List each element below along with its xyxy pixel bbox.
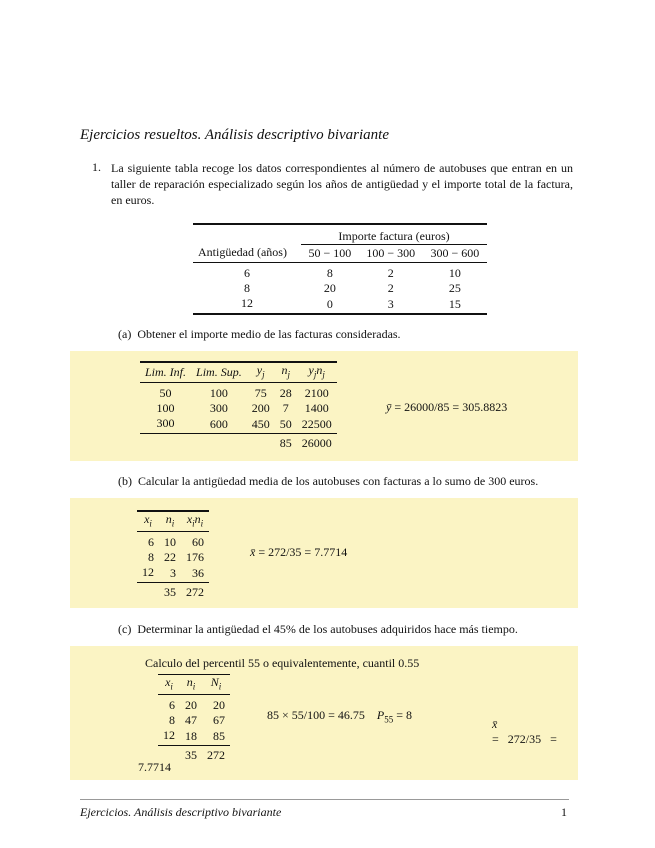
table-a <box>140 361 337 451</box>
result-b <box>250 545 347 560</box>
column-header: $x_i$ <box>137 511 159 532</box>
total-cell: 26000 <box>301 436 332 451</box>
table-cell: 2 <box>387 280 394 295</box>
table-row <box>193 262 487 281</box>
table-cell: 50 <box>159 386 172 401</box>
table-cell: 200 <box>251 401 270 416</box>
table-cell: 1400 <box>304 401 329 416</box>
table-cell: 300 <box>209 401 228 416</box>
table-cell: 20 <box>323 280 336 295</box>
total-cell: 272 <box>207 748 225 763</box>
group-header: Importe factura (euros) <box>301 224 487 245</box>
table-cell: 36 <box>181 565 209 583</box>
column-header: 300 − 600 <box>423 245 487 263</box>
problem-number: 1. <box>92 160 101 174</box>
total-cell: 35 <box>185 748 197 763</box>
table-cell: 176 <box>186 550 204 565</box>
calc-c <box>267 708 412 724</box>
table-cell: 85 <box>202 728 230 746</box>
solution-box-a <box>70 351 578 461</box>
table-cell: 22 <box>164 550 176 565</box>
table-cell: 300 <box>140 416 191 434</box>
part-c-question <box>118 622 518 637</box>
column-header: Lim. Sup. <box>191 362 247 383</box>
problem-text: La siguiente tabla recoge los datos correspondientes al número de autobuses que entran en un taller de reparación especializado según los años de antigüedad y el importe total de la factura, en euros. <box>111 161 573 207</box>
row-header: Antigüedad (años) <box>193 245 301 263</box>
part-b-question <box>118 474 538 489</box>
data-table <box>193 223 487 315</box>
table-cell: 28 <box>279 386 292 401</box>
solution-box-c <box>70 646 578 780</box>
table-cell: 12 <box>137 565 159 583</box>
table-cell: 6 <box>148 535 154 550</box>
table-cell: 7 <box>282 401 289 416</box>
part-a-text: Obtener el importe medio de las facturas consideradas. <box>137 327 401 341</box>
table-cell: 0 <box>301 296 359 314</box>
column-header: $N_i$ <box>202 675 230 695</box>
table-cell: 10 <box>448 265 461 280</box>
table-cell: 50 <box>275 416 297 434</box>
column-header: $y_j$ <box>247 362 275 383</box>
row-label: 12 <box>193 296 301 314</box>
table-cell: 2 <box>387 265 394 280</box>
table-cell: 15 <box>423 296 487 314</box>
column-header: $x_in_i$ <box>181 511 209 532</box>
total-cell: 272 <box>186 585 204 600</box>
column-header: $y_jn_j$ <box>297 362 337 383</box>
table-cell: 100 <box>209 386 228 401</box>
table-row <box>137 550 209 565</box>
column-header: $x_i$ <box>158 675 180 695</box>
part-a-label: (a) <box>118 327 132 341</box>
result-expression: = 272/35 = 7.7714 <box>258 545 348 559</box>
page-number: 1 <box>561 805 567 819</box>
table-cell: 8 <box>169 713 175 728</box>
side-expression: = 272/35 = <box>492 732 557 746</box>
percentile-variable: P <box>376 708 385 722</box>
table-row <box>158 695 230 714</box>
part-b-text: Calcular la antigüedad media de los autobuses con facturas a lo sumo de 300 euros. <box>138 474 539 488</box>
table-cell: 10 <box>164 535 176 550</box>
column-header: $n_i$ <box>180 675 202 695</box>
table-row <box>140 383 337 402</box>
table-cell: 22500 <box>297 416 337 434</box>
table-row <box>137 532 209 551</box>
row-label: 8 <box>244 280 251 295</box>
table-cell: 3 <box>359 296 423 314</box>
table-cell: 25 <box>448 280 461 295</box>
page-title: Ejercicios resueltos. Análisis descriptivo bivariante <box>80 127 389 143</box>
table-cell: 600 <box>191 416 247 434</box>
table-cell: 75 <box>254 386 267 401</box>
result-expression: = 26000/85 = 305.8823 <box>394 400 508 414</box>
table-row <box>158 713 230 728</box>
result-a <box>386 400 507 415</box>
part-a-question <box>118 327 401 342</box>
column-header: 50 − 100 <box>301 245 359 263</box>
table-cell: 100 <box>156 401 175 416</box>
table-cell: 8 <box>148 550 154 565</box>
overflow-value: 7.7714 <box>138 760 171 774</box>
table-cell: 20 <box>213 698 225 713</box>
table-cell: 12 <box>158 728 180 746</box>
total-cell: 35 <box>164 585 176 600</box>
table-row <box>193 296 487 314</box>
table-row <box>193 281 487 296</box>
table-cell: 20 <box>185 698 197 713</box>
table-cell: 3 <box>159 565 181 583</box>
table-row <box>140 401 337 416</box>
caption-c: Calculo del percentil 55 o equivalentemente, cuantil 0.55 <box>145 656 420 670</box>
result-variable: ȳ <box>386 400 392 414</box>
column-header: $n_j$ <box>275 362 297 383</box>
totals-row <box>140 434 337 452</box>
table-cell: 18 <box>180 728 202 746</box>
table-row <box>158 728 230 746</box>
part-c-label: (c) <box>118 622 132 636</box>
table-cell: 47 <box>185 713 197 728</box>
table-c <box>158 674 230 763</box>
footer-title: Ejercicios. Análisis descriptivo bivariante <box>80 805 282 819</box>
part-b-label: (b) <box>118 474 132 488</box>
footer-rule <box>80 799 569 800</box>
totals-row <box>137 583 209 601</box>
column-header: Lim. Inf. <box>140 362 191 383</box>
percentile-subscript: 55 <box>384 714 394 725</box>
side-result-c <box>480 702 557 762</box>
part-c-text: Determinar la antigüedad el 45% de los autobuses adquiridos hace más tiempo. <box>137 622 518 636</box>
total-cell: 85 <box>279 436 292 451</box>
calc-expression: 85 × 55/100 = 46.75 <box>267 708 365 722</box>
table-b <box>137 510 209 600</box>
table-cell: 8 <box>326 265 333 280</box>
solution-box-b <box>70 498 578 608</box>
table-cell: 2100 <box>304 386 329 401</box>
result-variable: x̄ <box>250 545 256 559</box>
table-cell: 6 <box>169 698 175 713</box>
table-row <box>140 416 337 434</box>
table-cell: 67 <box>213 713 225 728</box>
table-cell: 60 <box>192 535 204 550</box>
data-table-wrapper <box>193 223 487 315</box>
column-header: $n_i$ <box>159 511 181 532</box>
table-cell: 450 <box>247 416 275 434</box>
side-variable: x̄ <box>492 717 498 731</box>
column-header: 100 − 300 <box>359 245 423 263</box>
row-label: 6 <box>244 265 251 280</box>
table-row <box>137 565 209 583</box>
percentile-value: = 8 <box>396 708 412 722</box>
